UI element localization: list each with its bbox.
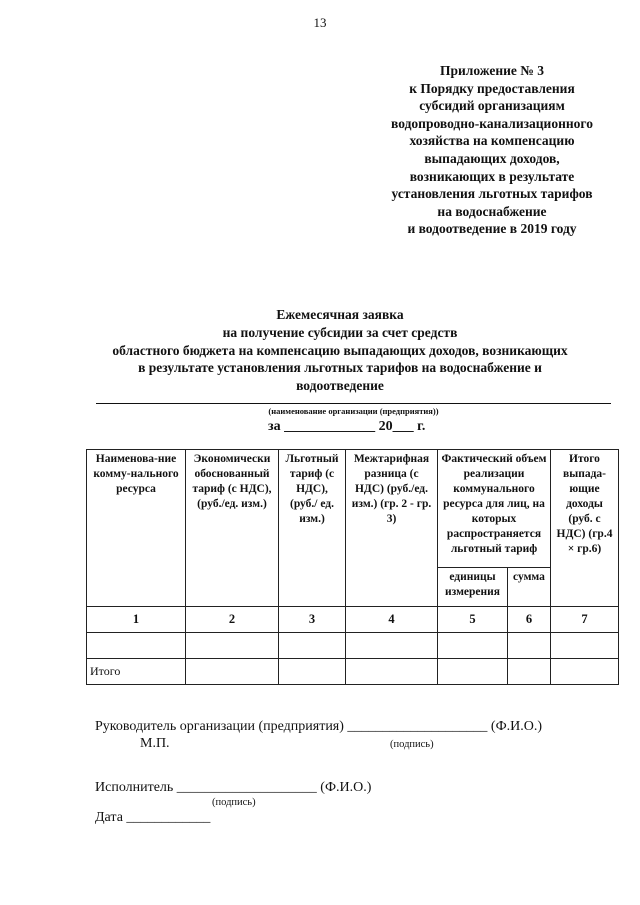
column-number: 4 bbox=[346, 607, 438, 633]
table-cell[interactable] bbox=[346, 633, 438, 659]
executor-signature-line: Исполнитель ____________________ (Ф.И.О.) bbox=[95, 780, 372, 795]
appendix-line: хозяйства на компенсацию bbox=[409, 133, 575, 149]
total-label: Итого bbox=[87, 659, 186, 685]
appendix-line: Приложение № 3 bbox=[440, 63, 544, 78]
header-units: единицы измерения bbox=[438, 568, 508, 607]
table-cell[interactable] bbox=[551, 633, 619, 659]
title-line: Ежемесячная заявка bbox=[276, 307, 404, 322]
table-row bbox=[87, 633, 619, 659]
column-number: 5 bbox=[438, 607, 508, 633]
organization-name-line bbox=[96, 403, 611, 404]
table-cell[interactable] bbox=[438, 659, 508, 685]
appendix-line: субсидий организациям bbox=[419, 98, 565, 114]
table-cell[interactable] bbox=[508, 633, 551, 659]
table-cell[interactable] bbox=[186, 633, 279, 659]
title-line: на получение субсидии за счет средств bbox=[222, 324, 458, 340]
column-number: 1 bbox=[87, 607, 186, 633]
appendix-line: выпадающих доходов, bbox=[424, 150, 560, 166]
header-resource-name: Наименова-ние комму-нального ресурса bbox=[87, 450, 186, 607]
subsidy-table bbox=[86, 449, 619, 685]
column-number: 2 bbox=[186, 607, 279, 633]
header-actual-volume: Фактический объем реализации коммунального ресурса для лиц, на которых распространяется льготный тариф bbox=[438, 450, 551, 568]
period-line: за _____________ 20___ г. bbox=[268, 419, 426, 434]
stamp-label: М.П. bbox=[140, 736, 170, 751]
appendix-line: установления льготных тарифов bbox=[391, 186, 593, 202]
head-signature-line: Руководитель организации (предприятия) ____________________ (Ф.И.О.) bbox=[95, 719, 543, 734]
table-cell[interactable] bbox=[508, 659, 551, 685]
head-signature-caption: (подпись) bbox=[390, 739, 434, 750]
header-sum: сумма bbox=[508, 568, 551, 607]
appendix-line: к Порядку предоставления bbox=[409, 80, 575, 96]
column-number: 6 bbox=[508, 607, 551, 633]
table-cell[interactable] bbox=[551, 659, 619, 685]
appendix-line: и водоотведение в 2019 году bbox=[407, 221, 577, 237]
header-tariff-difference: Межтарифная разница (с НДС) (руб./ед. изм.) (гр. 2 - гр. 3) bbox=[346, 450, 438, 607]
document-title bbox=[60, 306, 620, 395]
appendix-line: водопроводно-канализационного bbox=[391, 115, 593, 131]
organization-caption: (наименование организации (предприятия)) bbox=[268, 406, 439, 416]
table-cell[interactable] bbox=[279, 659, 346, 685]
appendix-line: возникающих в результате bbox=[409, 168, 575, 184]
executor-signature-caption: (подпись) bbox=[212, 797, 256, 808]
page-number: 13 bbox=[313, 15, 327, 30]
column-number: 3 bbox=[279, 607, 346, 633]
column-number: 7 bbox=[551, 607, 619, 633]
table-cell[interactable] bbox=[346, 659, 438, 685]
table-cell[interactable] bbox=[87, 633, 186, 659]
table-cell[interactable] bbox=[279, 633, 346, 659]
date-line: Дата ____________ bbox=[95, 810, 211, 825]
title-line: в результате установления льготных тарифов на водоснабжение и bbox=[138, 360, 542, 376]
appendix-line: на водоснабжение bbox=[437, 203, 547, 219]
header-preferential-tariff: Льготный тариф (с НДС), (руб./ ед. изм.) bbox=[279, 450, 346, 607]
header-total-lost-income: Итого выпада-ющие доходы (руб. с НДС) (гр.4 × гр.6) bbox=[551, 450, 619, 607]
appendix-heading bbox=[366, 62, 618, 238]
title-line: водоотведение bbox=[296, 378, 384, 394]
table-cell[interactable] bbox=[186, 659, 279, 685]
total-row bbox=[87, 659, 619, 685]
table-cell[interactable] bbox=[438, 633, 508, 659]
header-economic-tariff: Экономически обоснованный тариф (с НДС), (руб./ед. изм.) bbox=[186, 450, 279, 607]
title-line: областного бюджета на компенсацию выпадающих доходов, возникающих bbox=[112, 342, 568, 358]
